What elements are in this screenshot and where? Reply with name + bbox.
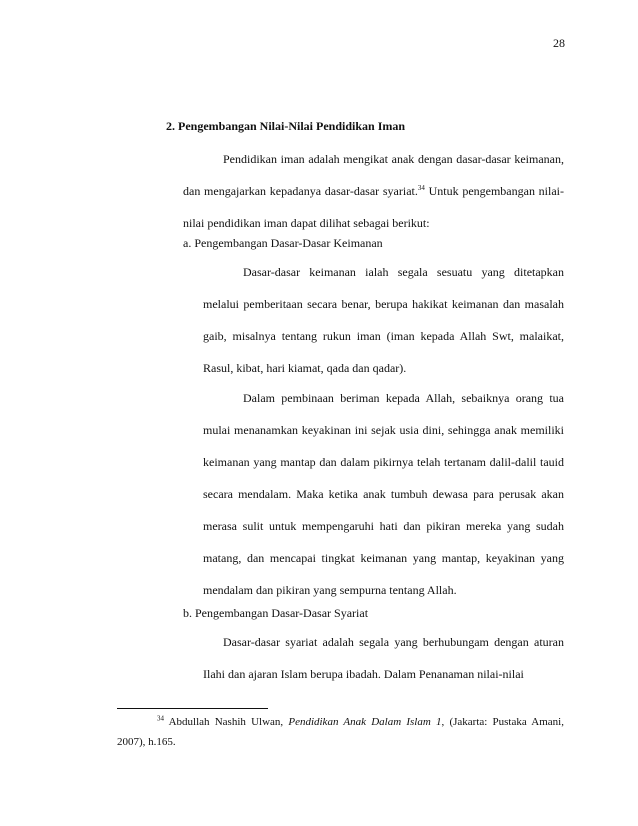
page-number: 28 [553,36,565,50]
footnote [117,712,564,752]
footnote-author: Abdullah Nashih Ulwan, [164,716,289,728]
section-heading: 2. Pengembangan Nilai-Nilai Pendidikan Iman [166,119,406,133]
section-intro-paragraph [183,143,564,239]
footnote-number: 34 [157,714,164,723]
footnote-reference[interactable]: 34 [417,184,425,192]
subsection-b-paragraph-1: Dasar-dasar syariat adalah segala yang berhubungam dengan aturan Ilahi dan ajaran Islam berupa ibadah. Dalam Penanaman nilai-nilai [203,635,564,681]
subsection-a-heading: a. Pengembangan Dasar-Dasar Keimanan [183,236,383,250]
intro-text-continued: Untuk pengembangan nilai-nilai pendidikan iman dapat dilihat sebagai berikut: [183,184,565,230]
footnote-title: Pendidikan Anak Dalam Islam 1 [288,716,442,728]
subsection-b-heading: b. Pengembangan Dasar-Dasar Syariat [183,606,369,620]
intro-text: Pendidikan iman adalah mengikat anak dengan dasar-dasar keimanan, dan mengajarkan kepadanya dasar-dasar syariat. [183,152,564,198]
subsection-a-paragraph-2: Dalam pembinaan beriman kepada Allah, sebaiknya orang tua mulai menanamkan keyakinan ini sejak usia dini, sehingga anak memiliki keimanan yang mantap dan dalam pikirnya telah tertanam dalil-dalil tauid secara mendalam. Maka ketika anak tumbuh dewasa para perusak akan merasa sulit untuk mempengaruhi hati dan pikiran mereka yang sudah matang, dan mencapai tingkat keimanan yang mantap, keyakinan yang mendalam dan pikiran yang sempurna tentang Allah. [203,391,564,597]
footnote-publication: , (Jakarta: Pustaka Amani, 2007), h.165. [117,716,564,748]
footnote-divider [117,708,268,709]
subsection-a-paragraph-1: Dasar-dasar keimanan ialah segala sesuatu yang ditetapkan melalui pemberitaan secara benar, berupa hakikat keimanan dan masalah gaib, misalnya tentang rukun iman (iman kepada Allah Swt, malaikat, Rasul, kibat, hari kiamat, qada dan qadar). [203,265,564,375]
